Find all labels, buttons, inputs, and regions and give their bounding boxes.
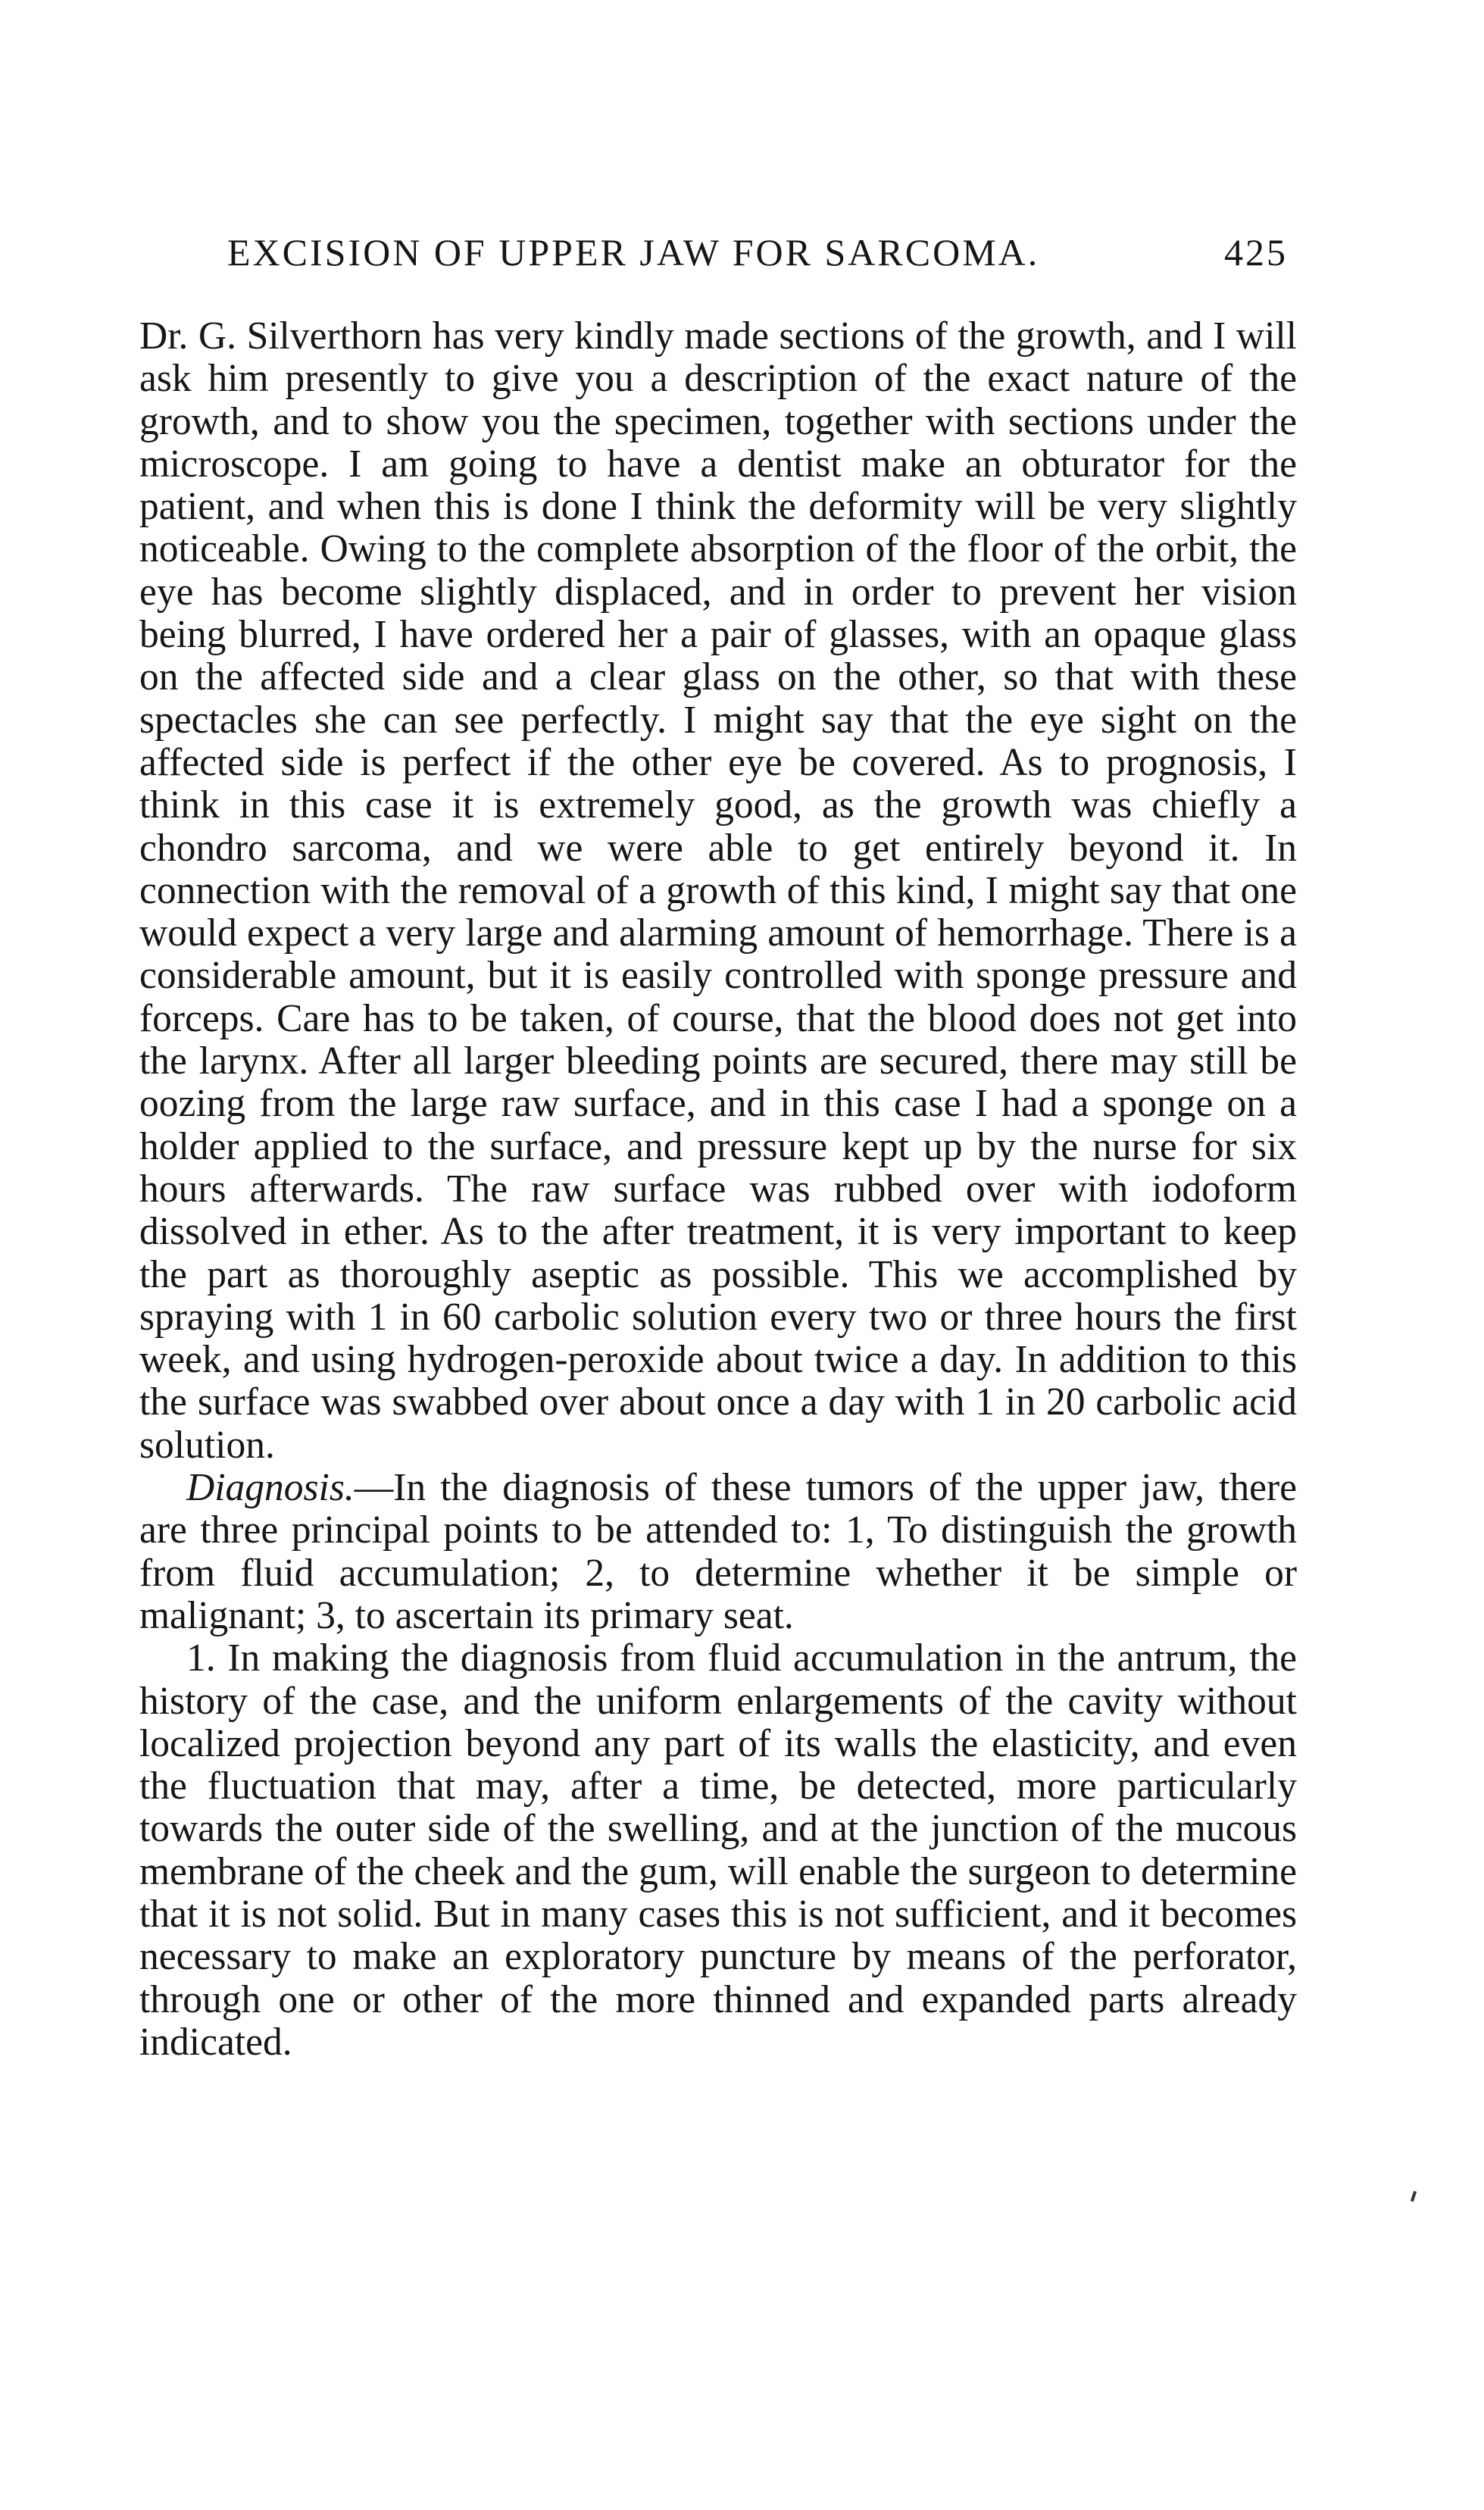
diagnosis-text: —In the diagnosis of these tumors of the upper jaw, there are three principal points to be attended to: 1, To distinguish the growth from fluid accumulation; 2, to determine whether it be simple or malignant; 3, to ascertain its primary seat. — [139, 1466, 1297, 1637]
diagnosis-run-in-heading: Diagnosis. — [186, 1466, 355, 1510]
paragraph-diagnosis — [139, 1467, 1297, 1637]
margin-speck — [1411, 2191, 1417, 2202]
page-number: 425 — [1224, 231, 1288, 274]
body-text — [139, 315, 1297, 2064]
paragraph-fluid-accumulation: 1. In making the diagnosis from fluid accumulation in the antrum, the history of the case, and the uniform enlargements of the cavity without localized projection beyond any part of its walls the elasticity, and even the fluctuation that may, after a time, be detected, more particularly towards the outer side of the swelling, and at the junction of the mucous membrane of the cheek and the gum, will enable the surgeon to determine that it is not solid. But in many cases this is not sufficient, and it becomes necessary to make an exploratory puncture by means of the perforator, through one or other of the more thinned and expanded parts already indicated. — [139, 1636, 1297, 2064]
running-head-title: EXCISION OF UPPER JAW FOR SARCOMA. — [227, 231, 1040, 274]
running-head — [227, 226, 1288, 279]
paragraph-case-report: Dr. G. Silverthorn has very kindly made sections of the growth, and I will ask him presently to give you a description of the exact nature of the growth, and to show you the specimen, together with sections under the microscope. I am going to have a dentist make an obturator for the patient, and when this is done I think the deformity will be very slightly noticeable. Owing to the complete absorption of the floor of the orbit, the eye has become slightly displaced, and in order to prevent her vision being blurred, I have ordered her a pair of glasses, with an opaque glass on the affected side and a clear glass on the other, so that with these spectacles she can see perfectly. I might say that the eye sight on the affected side is perfect if the other eye be covered. As to prognosis, I think in this case it is extremely good, as the growth was chiefly a chondro sarcoma, and we were able to get entirely beyond it. In connection with the removal of a growth of this kind, I might say that one would expect a very large and alarming amount of hemorrhage. There is a considerable amount, but it is easily controlled with sponge pressure and forceps. Care has to be taken, of course, that the blood does not get into the larynx. After all larger bleeding points are secured, there may still be oozing from the large raw surface, and in this case I had a sponge on a holder applied to the surface, and pressure kept up by the nurse for six hours afterwards. The raw surface was rubbed over with iodoform dissolved in ether. As to the after treatment, it is very important to keep the part as thoroughly aseptic as possible. This we accomplished by spraying with 1 in 60 carbolic solution every two or three hours the first week, and using hydrogen-peroxide about twice a day. In addition to this the surface was swabbed over about once a day with 1 in 20 carbolic acid solution. — [139, 314, 1297, 1467]
